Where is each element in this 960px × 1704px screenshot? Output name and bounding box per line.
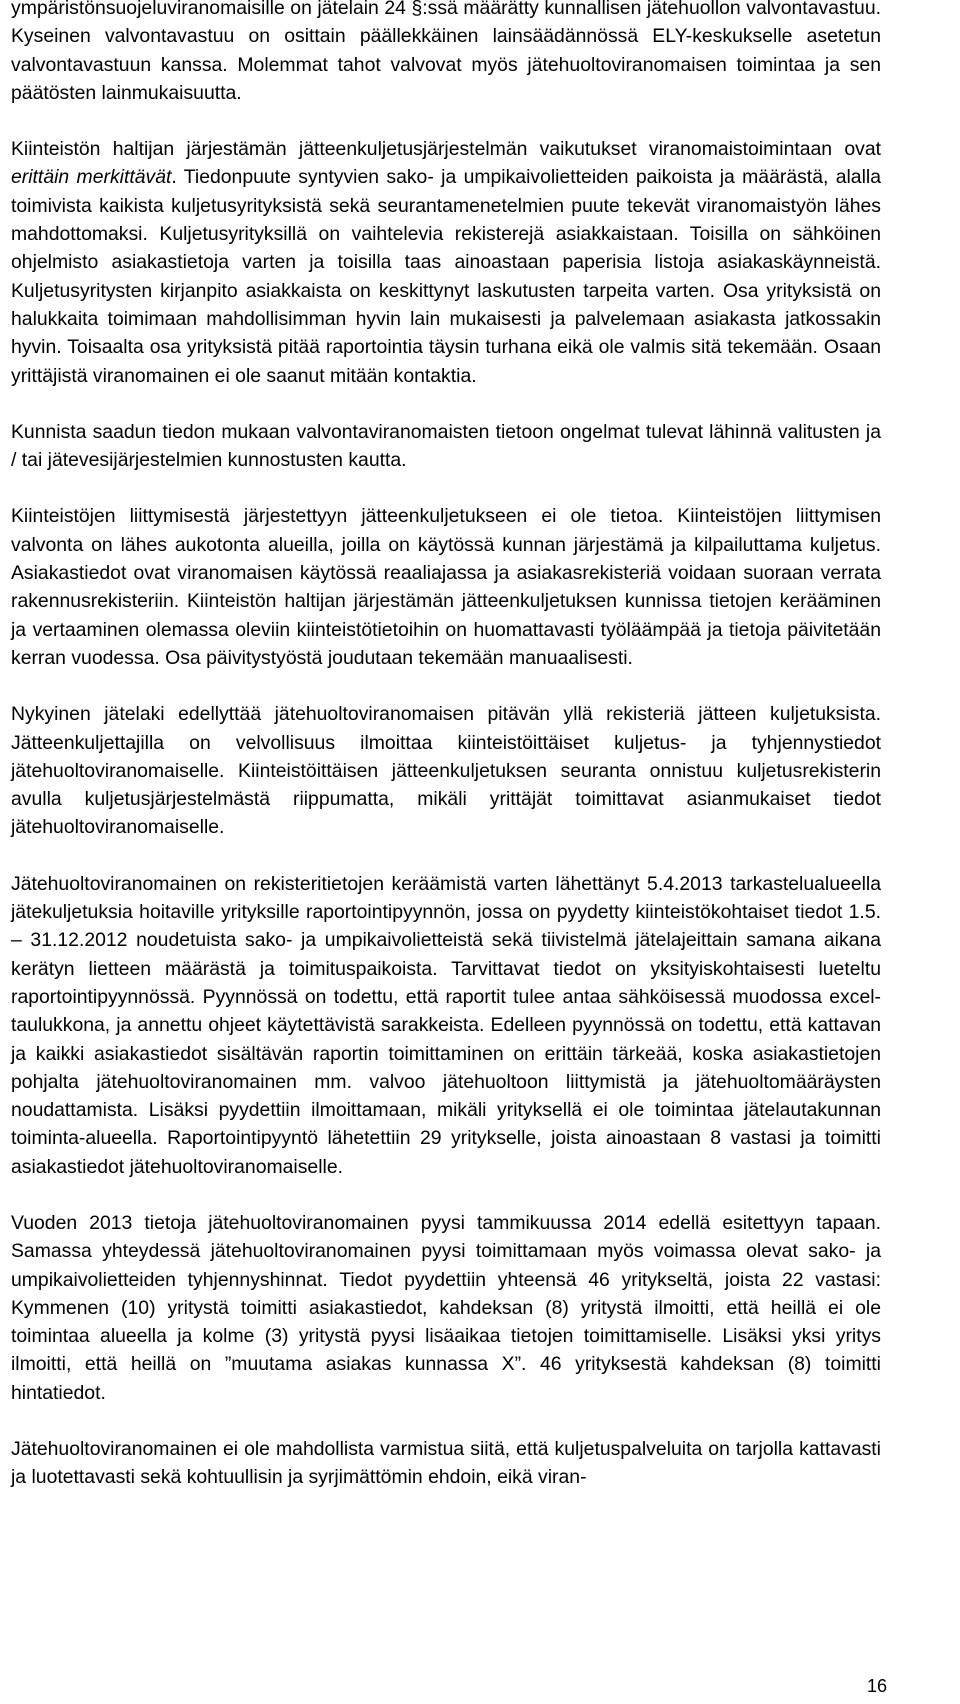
emphasis-text: erittäin merkittävät — [11, 166, 172, 189]
paragraph-kunnista-saatu-tieto: Kunnista saadun tiedon mukaan valvontaviranomaisten tietoon ongelmat tulevat lähinnä valitusten ja / tai jätevesijärjestelmien kunnostusten kautta. — [11, 420, 881, 472]
paragraph-gap — [11, 842, 881, 870]
paragraph-gap — [11, 107, 881, 135]
paragraph-tiedot-2014: Vuoden 2013 tietoja jätehuoltoviranomainen pyysi tammikuussa 2014 edellä esitettyyn tapaan. Samassa yhteydessä jätehuoltoviranomainen pyysi toimittamaan myös voimassa olevat sako- ja umpikaivolietteiden tyhjennyshinnat. Tiedot pyydettiin yhteensä 46 yritykseltä, joista 22 vastasi: Kymmenen (10) yritystä toimitti asiakastiedot, kahdeksan (8) yritystä ilmoitti, että heillä ei ole toimintaa alueella ja kolme (3) yritystä pyysi lisäaikaa tietojen toimittamiselle. Lisäksi yksi yritys ilmoitti, että heillä on ”muutama asiakas kunnassa X”. 46 yrityksestä kahdeksan (8) toimitti hintatiedot. — [11, 1211, 881, 1404]
paragraph-text-before: Kiinteistön haltijan järjestämän jätteenkuljetusjärjestelmän vaikutukset viranomaistoimintaan ovat — [11, 138, 881, 161]
page-number: 16 — [866, 1676, 887, 1696]
paragraph-jatelaki: Nykyinen jätelaki edellyttää jätehuoltoviranomaisen pitävän yllä rekisteriä jätteen kuljetuksista. Jätteenkuljettajilla on velvollisuus ilmoittaa kiinteistöittäiset kuljetus- ja tyhjennystiedot jätehuoltoviranomaiselle. Kiinteistöittäisen jätteenkuljetuksen seuranta onnistuu kuljetusrekisterin avulla kuljetusjärjestelmästä riippumatta, mikäli yrittäjät toimittavat asianmukaiset tiedot jätehuoltoviranomaiselle. — [11, 703, 881, 839]
paragraph-gap — [11, 1181, 881, 1209]
paragraph-gap — [11, 390, 881, 418]
paragraph-kuljetuspalvelut: Jätehuoltoviranomainen ei ole mahdollista varmistua siitä, että kuljetuspalveluita on tarjolla kattavasti ja luotettavasti sekä kohtuullisin ja syrjimättömin ehdoin, eikä viran- — [11, 1438, 881, 1489]
paragraph-kiinteistojen-liittyminen: Kiinteistöjen liittymisestä järjestettyyn jätteenkuljetukseen ei ole tietoa. Kiinteistöjen liittymisen valvonta on lähes aukotonta alueilla, joilla on käytössä kunnan järjestämä ja kilpailuttama kuljetus. Asiakastiedot ovat viranomaisen käytössä reaaliajassa ja asiakasrekisteriä voidaan suoraan verrata rakennusrekisteriin. Kiinteistön haltijan järjestämän jätteenkuljetuksen kunnissa tietojen kerääminen ja vertaaminen olemassa oleviin kiinteistötietoihin on huomattavasti työläämpää ja tietoja päivitetään kerran vuodessa. Osa päivitystyöstä joudutaan tekemään manuaalisesti. — [11, 505, 881, 669]
document-page — [11, 0, 881, 1492]
paragraph-text-after: . Tiedonpuute syntyvien sako- ja umpikaivolietteiden paikoista ja määrästä, alalla toimivista kaikista kuljetusyrityksistä sekä seurantamenetelmien puute tekevät viranomaistyön lähes mahdottomaksi. Kuljetusyrityksillä on vaihtelevia rekisterejä asiakkaistaan. Toisilla on sähköinen ohjelmisto asiakastietoja varten ja toisilla taas ainoastaan paperisia listoja asiakaskäynneistä. Kuljetusyritysten kirjanpito asiakkaista on keskittynyt laskutusten tarpeita varten. Osa yrityksistä on halukkaita toimimaan mahdollisimman hyvin lain mukaisesti ja palvelemaan asiakasta jatkossakin hyvin. Toisaalta osa yrityksistä pitää raportointia täysin turhana eikä ole valmis sitä tekemään. Osaan yrittäjistä viranomainen ei ole saanut mitään kontaktia. — [11, 166, 881, 387]
paragraph-gap — [11, 672, 881, 700]
paragraph-valvontavastuu: ympäristönsuojeluviranomaisille on jätelain 24 §:ssä määrätty kunnallisen jätehuollon valvontavastuu. Kyseinen valvontavastuu on osittain päällekkäinen lainsäädännössä ELY-keskukselle asetetun valvontavastuun kanssa. Molemmat tahot valvovat myös jätehuoltoviranomaisen toimintaa ja sen päätösten lainmukaisuutta. — [11, 0, 881, 104]
paragraph-raportointipyynto-2013: Jätehuoltoviranomainen on rekisteritietojen keräämistä varten lähettänyt 5.4.2013 tarkastelualueella jätekuljetuksia hoitaville yrityksille raportointipyynnön, jossa on pyydetty kiinteistökohtaiset tiedot 1.5. – 31.12.2012 noudetuista sako- ja umpikaivolietteistä sekä tiivistelmä jätelajeittain samana aikana kerätyn lietteen määrästä ja toimituspaikoista. Tarvittavat tiedot on yksityiskohtaisesti lueteltu raportointipyynnössä. Pyynnössä on todettu, että raportit tulee antaa sähköisessä muodossa excel-taulukkona, ja annettu ohjeet käytettävistä sarakkeista. Edelleen pyynnössä on todettu, että kattavan ja kaikki asiakastiedot sisältävän raportin toimittaminen on erittäin tärkeää, koska asiakastietojen pohjalta jätehuoltoviranomainen mm. valvoo jätehuoltoon liittymistä ja jätehuoltomääräysten noudattamista. Lisäksi pyydettiin ilmoittamaan, mikäli yrityksellä ei ole toimintaa jätelautakunnan toiminta-alueella. Raportointipyyntö lähetettiin 29 yritykselle, joista ainoastaan 8 vastasi ja toimitti asiakastiedot jätehuoltoviranomaiselle. — [11, 872, 881, 1178]
paragraph-viranomaistoiminta — [11, 135, 881, 390]
paragraph-gap — [11, 474, 881, 502]
paragraph-gap — [11, 1407, 881, 1435]
